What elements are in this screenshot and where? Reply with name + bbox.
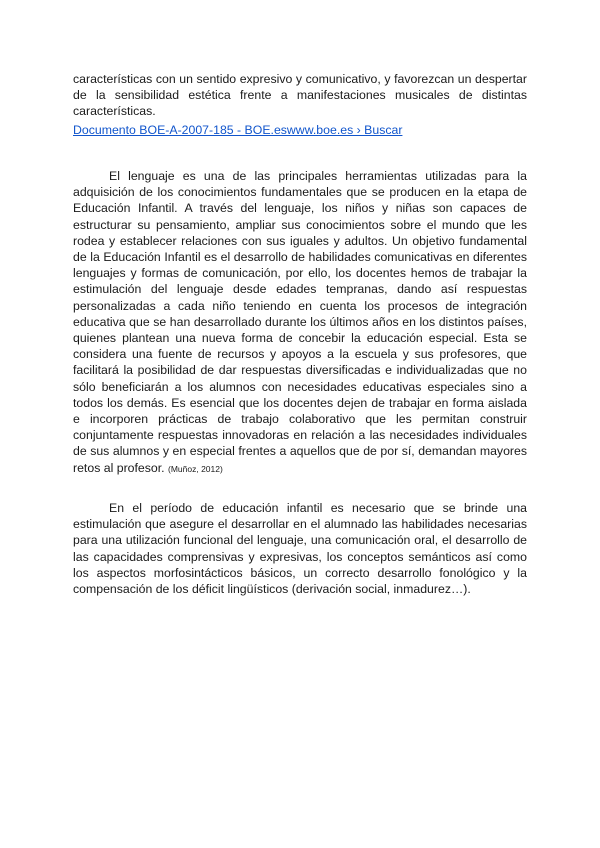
- paragraph-early-education: [73, 500, 527, 597]
- paragraph-language: [73, 168, 527, 477]
- boe-link[interactable]: Documento BOE-A-2007-185 - BOE.eswww.boe.es › Buscar: [73, 123, 403, 137]
- citation: (Muñoz, 2012): [168, 463, 223, 474]
- paragraph-early-education-text: En el período de educación infantil es necesario que se brinde una estimulación que asegure el desarrollar en el alumnado las habilidades necesarias para una utilización funcional del lenguaje, una comunicación oral, el desarrollo de las capacidades comprensivas y expresivas, los conceptos semánticos así como los aspectos morfosintácticos básicos, un correcto desarrollo fonológico y la compensación de los déficit lingüísticos (derivación social, inmadurez…).: [73, 501, 527, 597]
- paragraph-language-text: El lenguaje es una de las principales herramientas utilizadas para la adquisición de los conocimientos fundamentales que se producen en la etapa de Educación Infantil. A través del lenguaje, los niños y niñas son capaces de estructurar su pensamiento, ampliar sus conocimientos sobre el mundo que les rodea y establecer relaciones con sus iguales y adultos. Un objetivo fundamental de la Educación Infantil es el desarrollo de habilidades comunicativas en diferentes lenguajes y formas de comunicación, por ello, los docentes hemos de trabajar la estimulación del lenguaje desde edades tempranas, dando así respuestas personalizadas a cada niño teniendo en cuenta los procesos de integración educativa que se han desarrollado durante los últimos años en los distintos países, quienes plantean una nueva forma de concebir la educación especial. Esta se considera una fuente de recursos y apoyos a la escuela y sus profesores, que facilitará la posibilidad de dar respuestas diversificadas e individualizadas que no sólo beneficiarán a los alumnos con necesidades educativas especiales sino a todos los demás. Es esencial que los docentes dejen de trabajar en forma aislada e incorporen prácticas de trabajo colaborativo que les permitan construir conjuntamente respuestas innovadoras en relación a las necesidades individuales de sus alumnos y en especial frentes a aquellos que de por sí, demandan mayores retos al profesor.: [73, 169, 527, 475]
- intro-text: características con un sentido expresivo y comunicativo, y favorezcan un despertar de la sensibilidad estética frente a manifestaciones musicales de distintas características.: [73, 72, 527, 119]
